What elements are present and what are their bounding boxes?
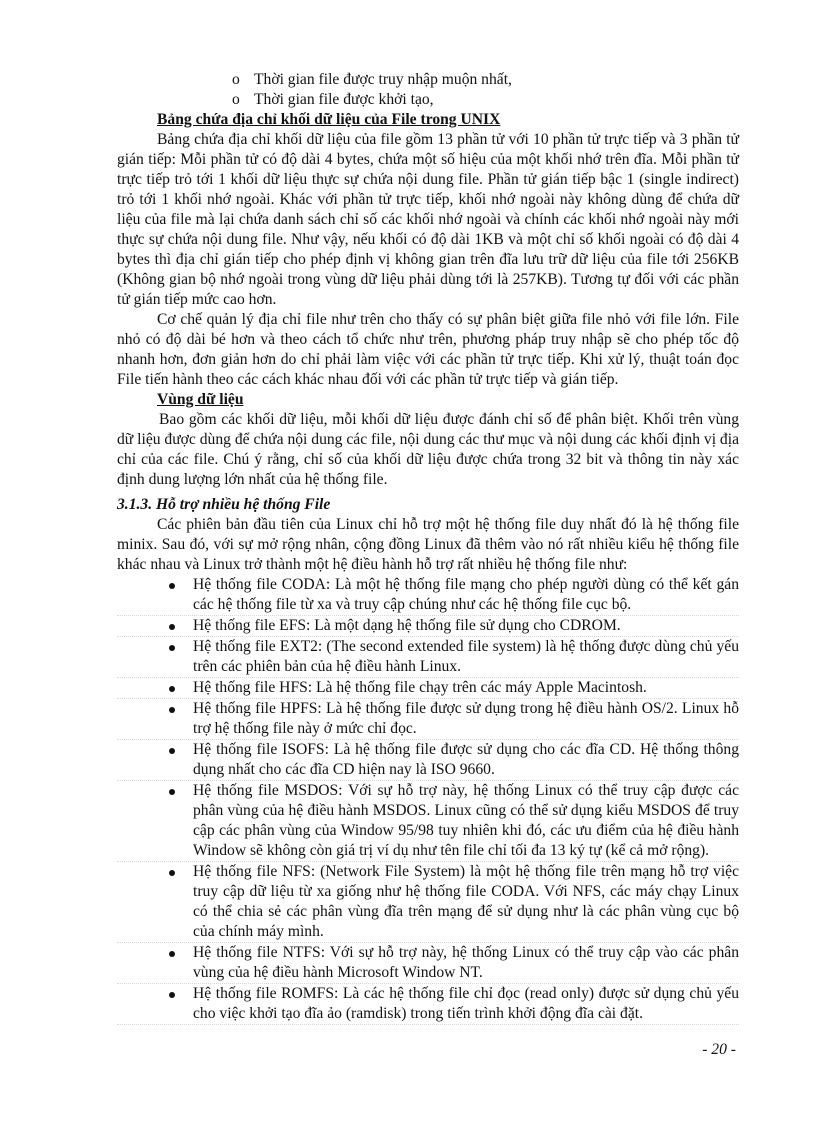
list-item	[117, 70, 739, 90]
list-item-text: Hệ thống file ISOFS: Là hệ thống file được sử dụng cho các đĩa CD. Hệ thống thông dụng nhất cho các đĩa CD hiện nay là ISO 9660.	[193, 741, 739, 778]
list-item-text: Thời gian file được truy nhập muộn nhất,	[254, 71, 512, 88]
list-item-text: Hệ thống file HPFS: Là hệ thống file được sử dụng trong hệ điều hành OS/2. Linux hỗ trợ hệ thống file này ở mức chỉ đọc.	[193, 700, 739, 737]
bullet-icon	[169, 686, 175, 692]
list-item-text: Hệ thống file NTFS: Với sự hỗ trợ này, hệ thống Linux có thể truy cập vào các phân vùng của hệ điều hành Microsoft Window NT.	[193, 944, 739, 981]
list-item	[117, 637, 739, 678]
bullet-icon	[169, 789, 175, 795]
list-item	[117, 616, 739, 637]
list-item-text: Hệ thống file CODA: Là một hệ thống file mạng cho phép người dùng có thể kết gán các hệ thống file từ xa và truy cập chúng như các hệ thống file cục bộ.	[193, 576, 739, 613]
unix-paragraph-1: Bảng chứa địa chỉ khối dữ liệu của file gồm 13 phần tử với 10 phần tử trực tiếp và 3 phần tử gián tiếp: Mỗi phần tử có độ dài 4 bytes, chứa một số hiệu của một khối nhớ trên đĩa. Mỗi phần tử trực tiếp trỏ tới 1 khối dữ liệu thực sự chứa nội dung file. Phần tử gián tiếp bậc 1 (single indirect) trỏ tới 1 khối nhớ ngoài. Khác với phần tử trực tiếp, khối nhớ ngoài này không dùng để chứa dữ liệu của file mà lại chứa danh sách chỉ số các khối nhớ ngoài và chính các khối nhớ ngoài này mới thực sự chứa nội dung file. Như vậy, nếu khối có độ dài 1KB và một chỉ số khối ngoài có độ dài 4 bytes thì địa chỉ gián tiếp cho phép định vị không gian trên đĩa lưu trữ dữ liệu của file tới 256KB (Không gian bộ nhớ ngoài trong vùng dữ liệu phải dùng tới là 257KB). Tương tự đối với các phần tử gián tiếp mức cao hơn.	[117, 131, 739, 308]
list-item	[117, 984, 739, 1025]
data-area-heading: Vùng dữ liệu	[157, 391, 244, 408]
list-item-text: Hệ thống file EXT2: (The second extended file system) là hệ thống được dùng chủ yếu trên các phiên bản của hệ điều hành Linux.	[193, 638, 739, 675]
data-area-paragraph: Bao gồm các khối dữ liệu, mỗi khối dữ liệu được đánh chỉ số để phân biệt. Khối trên vùng dữ liệu được dùng để chứa nội dung các file, nội dung các thư mục và nội dung các khối định vị địa chỉ của các file. Chú ý rằng, chỉ số của khối dữ liệu được chứa trong 32 bit và thông tin này xác định dung lượng lớn nhất của hệ thống file.	[117, 411, 739, 488]
bullet-icon	[169, 870, 175, 876]
bullet-icon	[169, 748, 175, 754]
circle-bullet-icon: o	[232, 91, 240, 108]
bullet-icon	[169, 951, 175, 957]
bullet-icon	[169, 707, 175, 713]
list-item	[117, 90, 739, 110]
bullet-icon	[169, 645, 175, 651]
list-item	[117, 575, 739, 616]
list-item-text: Hệ thống file HFS: Là hệ thống file chạy trên các máy Apple Macintosh.	[193, 679, 647, 696]
circle-bullet-icon: o	[232, 71, 240, 88]
list-item	[117, 678, 739, 699]
bullet-icon	[169, 624, 175, 630]
list-item	[117, 740, 739, 781]
list-item-text: Hệ thống file MSDOS: Với sự hỗ trợ này, hệ thống Linux có thể truy cập được các phân vùng của hệ điều hành MSDOS. Linux cũng có thể sử dụng kiểu MSDOS để truy cập các phân vùng của Window 95/98 tuy nhiên khi đó, các ưu điểm của hệ điều hành Window sẽ không còn giá trị ví dụ như tên file chỉ tối đa 13 ký tự (kể cả mở rộng).	[193, 782, 739, 859]
section-paragraph: Các phiên bản đầu tiên của Linux chỉ hỗ trợ một hệ thống file duy nhất đó là hệ thống file minix. Sau đó, với sự mở rộng nhân, cộng đồng Linux đã thêm vào nó rất nhiều kiểu hệ thống file khác nhau và Linux trở thành một hệ điều hành hỗ trợ rất nhiều hệ thống file như:	[117, 516, 739, 573]
list-item-text: Hệ thống file NFS: (Network File System) là một hệ thống file trên mạng hỗ trợ việc truy cập dữ liệu từ xa giống như hệ thống file CODA. Với NFS, các máy chạy Linux có thể chia sẻ các phân vùng đĩa trên mạng để sử dụng như là các phân vùng cục bộ của chính máy mình.	[193, 863, 739, 940]
bullet-icon	[169, 583, 175, 589]
list-item	[117, 862, 739, 943]
list-item	[117, 699, 739, 740]
page-number: - 20 -	[702, 1041, 736, 1058]
list-item-text: Hệ thống file EFS: Là một dạng hệ thống file sử dụng cho CDROM.	[193, 617, 621, 634]
unix-heading: Bảng chứa địa chỉ khối dữ liệu của File trong UNIX	[157, 111, 501, 128]
filesystem-list	[117, 575, 739, 1025]
list-item	[117, 943, 739, 984]
list-item-text: Hệ thống file ROMFS: Là các hệ thống file chỉ đọc (read only) được sử dụng chủ yếu cho việc khởi tạo đĩa ảo (ramdisk) trong tiến trình khởi động đĩa cài đặt.	[193, 985, 739, 1022]
list-item	[117, 781, 739, 862]
section-title: 3.1.3. Hỗ trợ nhiều hệ thống File	[117, 496, 331, 513]
page-content	[117, 70, 739, 1025]
unix-paragraph-2: Cơ chế quản lý địa chỉ file như trên cho thấy có sự phân biệt giữa file nhỏ với file lớn. File nhỏ có độ dài bé hơn và theo cách tổ chức như trên, phương pháp truy nhập sẽ cho phép tốc độ nhanh hơn, đơn giản hơn do chỉ phải làm việc với các phần tử trực tiếp. Khi xử lý, thuật toán đọc File tiến hành theo các cách khác nhau đối với các phần tử trực tiếp và gián tiếp.	[117, 311, 739, 388]
list-item-text: Thời gian file được khởi tạo,	[254, 91, 434, 108]
bullet-icon	[169, 992, 175, 998]
